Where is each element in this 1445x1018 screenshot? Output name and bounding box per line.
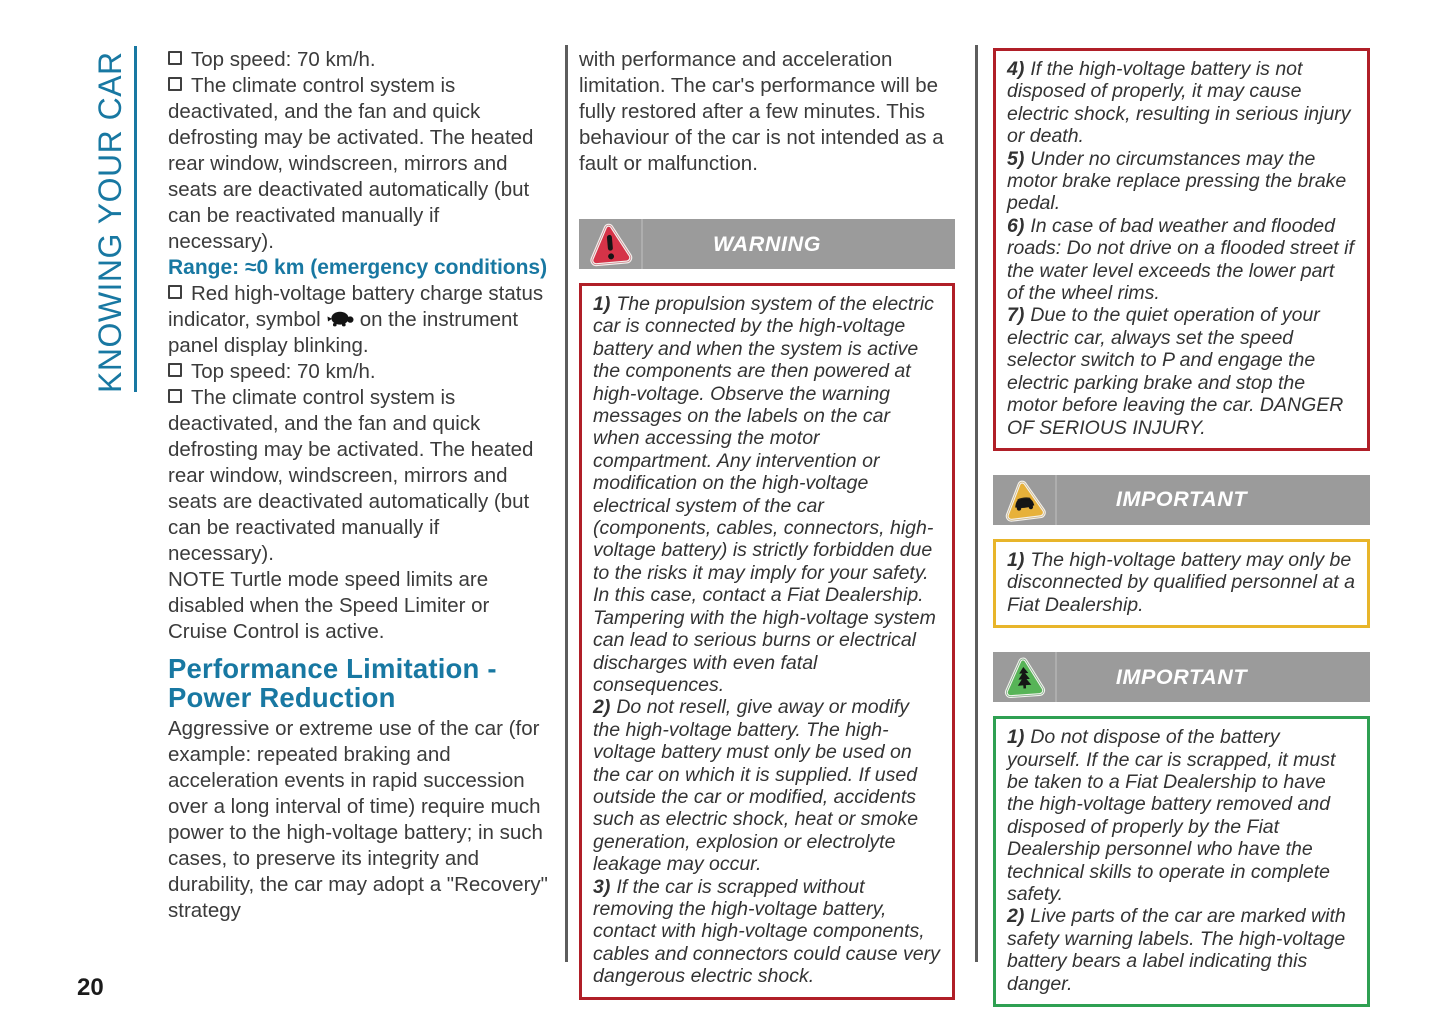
turtle-icon (327, 311, 354, 327)
bullet-item (168, 73, 548, 255)
sidebar-rule (134, 46, 137, 392)
bullet-text: Top speed: 70 km/h. (191, 360, 376, 383)
important-band-title: IMPORTANT (1115, 487, 1248, 512)
item-number: 2) (1007, 905, 1025, 928)
warning-box (579, 283, 955, 1000)
item-text: If the car is scrapped without removing the high-voltage battery, contact with high-voltage components, cables and connectors could cause very dangerous electric shock. (593, 875, 940, 988)
important-band-battery (993, 475, 1370, 525)
bullet-item (168, 47, 548, 73)
square-bullet-icon (168, 51, 182, 65)
warning-item (1007, 58, 1356, 148)
bullet-item (168, 359, 548, 385)
column-3 (993, 44, 1370, 1007)
item-number: 1) (1007, 548, 1025, 571)
item-number: 3) (593, 875, 611, 898)
warning-icon-cell (579, 219, 643, 269)
item-text: The high-voltage battery may only be disconnected by qualified personnel at a Fiat Dealership. (1007, 548, 1355, 616)
warning-item (1007, 304, 1356, 438)
item-text: Do not dispose of the battery yourself. If the car is scrapped, it must be taken to a Fiat Dealership to have the high-voltage battery removed and disposed of properly by the Fiat Dealership personnel who have the technical skills to operate in complete safety. (1007, 726, 1336, 905)
body-paragraph: Aggressive or extreme use of the car (for example: repeated braking and acceleration events in rapid succession over a long interval of time) require much power to the high-voltage battery; in such cases, to preserve its integrity and durability, the car may adopt a "Recovery" strategy (168, 717, 548, 922)
warning-item (593, 876, 941, 988)
car-warning-triangle-icon (999, 475, 1048, 524)
important-band-environment (993, 652, 1370, 702)
warning-item (1007, 148, 1356, 215)
warning-band (579, 219, 955, 269)
square-bullet-icon (168, 363, 182, 377)
bullet-item (168, 385, 548, 567)
warning-box-continued (993, 48, 1370, 451)
body-paragraph: with performance and acceleration limitation. The car's performance will be fully restored after a few minutes. This behaviour of the car is not intended as a fault or malfunction. (579, 48, 944, 175)
item-text: The propulsion system of the electric car is connected by the high-voltage battery and when the system is active the components are then powered at high-voltage. Observe the warning messages on the labels on the car when accessing the motor compartment. Any intervention or modification on the high-voltage electrical system of the car (components, cables, connectors, high-voltage battery) is strictly forbidden due to the risks it may imply for your safety. In this case, contact a Fiat Dealership. Tampering with the high-voltage system can lead to serious burns or electrical discharges with even fatal consequences. (593, 293, 936, 696)
important-band-title: IMPORTANT (1115, 664, 1248, 689)
item-number: 2) (593, 696, 611, 719)
square-bullet-icon (168, 77, 182, 91)
important-item (1007, 905, 1356, 995)
item-text: In case of bad weather and flooded roads: Do not drive on a flooded street if the water level exceeds the lower part of the wheel rims. (1007, 214, 1354, 305)
bullet-text: The climate control system is deactivated, and the fan and quick defrosting may be activated. The heated rear window, windscreen, mirrors and seats are deactivated automatically (but can be reactivated manually if necessary). (168, 74, 534, 253)
item-text: Do not resell, give away or modify the high-voltage battery. The high-voltage battery must only be used on the car on which it is supplied. If used outside the car or modified, accidents such as electric shock, heat or smoke generation, explosion or electrolyte leakage may occur. (593, 696, 919, 876)
item-text: Under no circumstances may the motor brake replace pressing the brake pedal. (1007, 147, 1347, 215)
item-text: Live parts of the car are marked with safety warning labels. The high-voltage battery bears a label indicating this danger. (1007, 905, 1346, 995)
warning-item (593, 293, 941, 696)
warning-band-title: WARNING (712, 231, 822, 256)
bullet-text: The climate control system is deactivated, and the fan and quick defrosting may be activated. The heated rear window, windscreen, mirrors and seats are deactivated automatically (but can be reactivated manually if necessary). (168, 386, 534, 565)
square-bullet-icon (168, 285, 182, 299)
page-number: 20 (77, 974, 104, 1001)
item-number: 5) (1007, 147, 1025, 170)
column-2 (579, 47, 955, 1000)
note-paragraph: NOTE Turtle mode speed limits are disabled when the Speed Limiter or Cruise Control is active. (168, 568, 490, 643)
column-divider (975, 45, 978, 962)
item-number: 1) (1007, 726, 1025, 749)
bullet-text: on the instrument panel display blinking. (168, 308, 519, 357)
important-icon-cell (993, 475, 1057, 525)
item-text: Due to the quiet operation of your electric car, always set the speed selector switch to P and engage the electric parking brake and stop the motor before leaving the car. DANGER OF SERIOUS INJURY. (1007, 304, 1344, 439)
important-box-disposal (993, 716, 1370, 1007)
item-number: 7) (1007, 304, 1025, 327)
column-1 (168, 47, 548, 924)
important-item (1007, 726, 1356, 905)
item-number: 1) (593, 293, 611, 315)
warning-item (1007, 215, 1356, 305)
section-heading: Performance Limitation - Power Reduction (168, 653, 497, 713)
column-divider (565, 45, 568, 962)
tree-warning-triangle-icon (1001, 654, 1048, 701)
warning-triangle-icon (585, 220, 635, 268)
important-box-battery (993, 539, 1370, 628)
item-number: 4) (1007, 58, 1025, 80)
square-bullet-icon (168, 389, 182, 403)
bullet-text: Top speed: 70 km/h. (191, 48, 376, 71)
item-number: 6) (1007, 214, 1025, 237)
bullet-item (168, 281, 548, 359)
important-icon-cell (993, 652, 1057, 702)
item-text: If the high-voltage battery is not disposed of properly, it may cause electric shock, resulting in serious injury or death. (1007, 58, 1351, 148)
warning-item (593, 696, 941, 875)
range-subheading: Range: ≈0 km (emergency conditions) (168, 256, 548, 279)
important-item (1007, 549, 1356, 616)
sidebar-section-title: KNOWING YOUR CAR (92, 51, 128, 393)
bullet-text: Red high-voltage battery charge status indicator, symbol (168, 282, 544, 331)
